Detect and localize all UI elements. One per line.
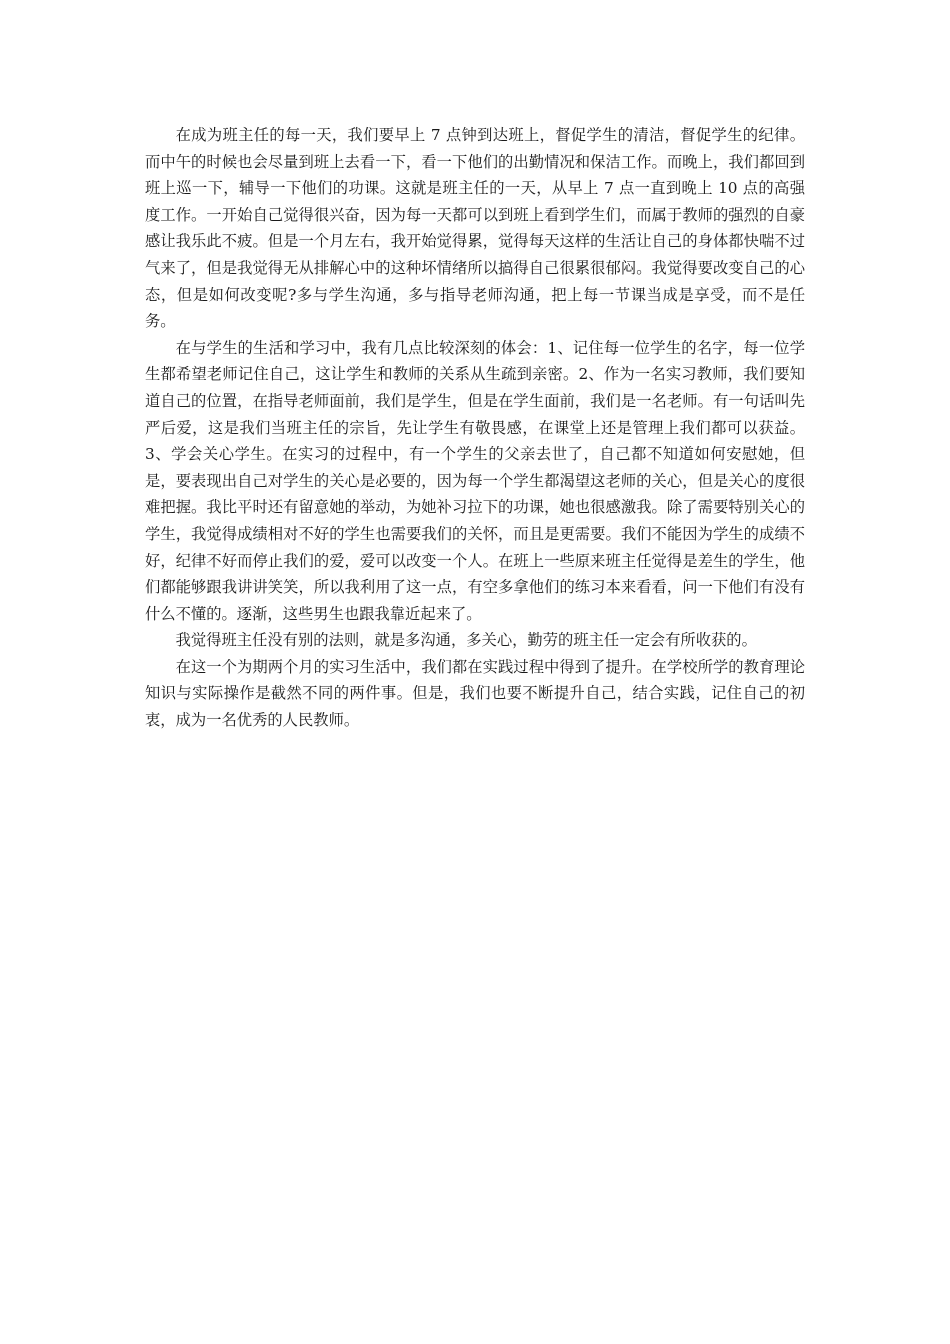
paragraph-internship-conclusion: 在这一个为期两个月的实习生活中，我们都在实践过程中得到了提升。在学校所学的教育理论知识与实际操作是截然不同的两件事。但是，我们也要不断提升自己，结合实践，记住自己的初衷，成为一名优秀的人民教师。 [145, 657, 805, 730]
document-body [145, 122, 805, 734]
paragraph-insights-with-students: 在与学生的生活和学习中，我有几点比较深刻的体会：1、记住每一位学生的名字，每一位学生都希望老师记住自己，这让学生和教师的关系从生疏到亲密。2、作为一名实习教师，我们要知道自己的位置，在指导老师面前，我们是学生，但是在学生面前，我们是一名老师。有一句话叫先严后爱，这是我们当班主任的宗旨，先让学生有敬畏感，在课堂上还是管理上我们都可以获益。3、学会关心学生。在实习的过程中，有一个学生的父亲去世了，自己都不知道如何安慰她，但是，要表现出自己对学生的关心是必要的，因为每一个学生都渴望这老师的关心，但是关心的度很难把握。我比平时还有留意她的举动，为她补习拉下的功课，她也很感激我。除了需要特别关心的学生，我觉得成绩相对不好的学生也需要我们的关怀，而且是更需要。我们不能因为学生的成绩不好，纪律不好而停止我们的爱，爱可以改变一个人。在班上一些原来班主任觉得是差生的学生，他们都能够跟我讲讲笑笑，所以我利用了这一点，有空多拿他们的练习本来看看，问一下他们有没有什么不懂的。逐渐，这些男生也跟我靠近起来了。 [145, 338, 805, 623]
paragraph-head-teacher-daily-routine: 在成为班主任的每一天，我们要早上 7 点钟到达班上，督促学生的清洁，督促学生的纪律。而中午的时候也会尽量到班上去看一下，看一下他们的出勤情况和保洁工作。而晚上，我们都回到班上巡一下，辅导一下他们的功课。这就是班主任的一天，从早上 7 点一直到晚上 10 点的高强度工作。一开始自己觉得很兴奋，因为每一天都可以到班上看到学生们，而属于教师的强烈的自豪感让我乐此不疲。但是一个月左右，我开始觉得累，觉得每天这样的生活让自己的身体都快喘不过气来了，但是我觉得无从排解心中的这种坏情绪所以搞得自己很累很郁闷。我觉得要改变自己的心态，但是如何改变呢?多与学生沟通，多与指导老师沟通，把上每一节课当成是享受，而不是任务。 [145, 126, 805, 331]
paragraph-head-teacher-principle: 我觉得班主任没有别的法则，就是多沟通，多关心，勤劳的班主任一定会有所收获的。 [175, 631, 757, 650]
